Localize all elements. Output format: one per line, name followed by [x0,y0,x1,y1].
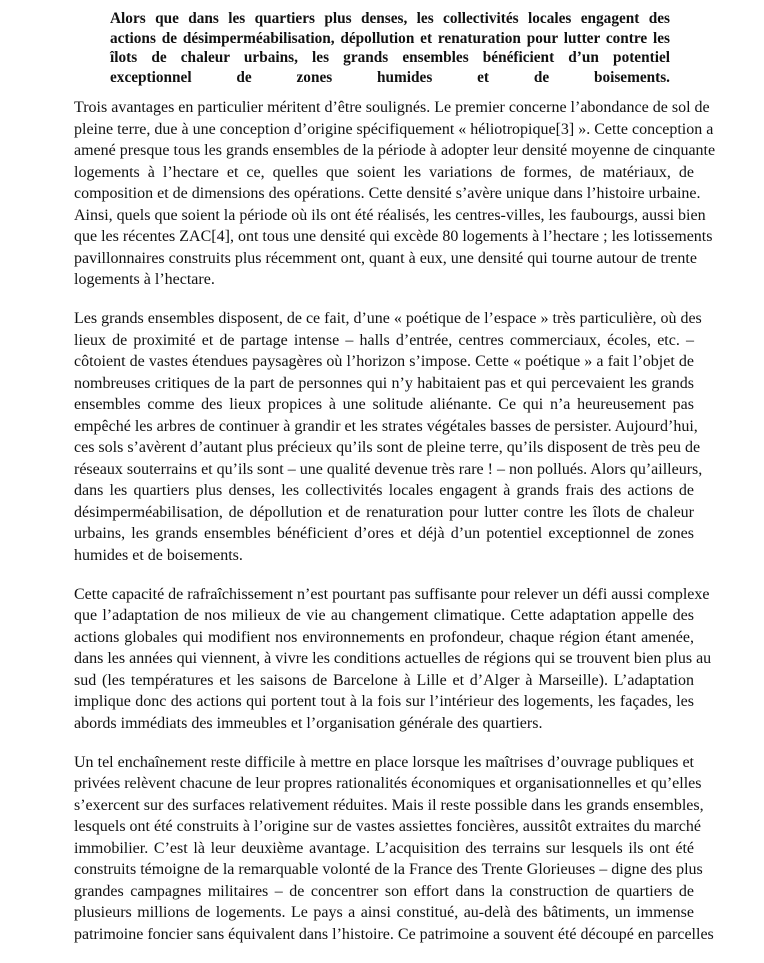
paragraph-line: sud (les températures et les saisons de Barcelone à Lille et d’Alger à Marseille). L’adaptation [74,671,694,689]
pull-quote-line: îlots de chaleur urbains, les grands ensembles bénéficient d’un potentiel [110,49,670,66]
paragraph-line: côtoient de vastes étendues paysagères où l’horizon s’impose. Cette « poétique » a fait l’objet de [74,353,694,370]
paragraph-line: grandes campagnes militaires – de concentrer son effort dans la construction de quartiers de [74,882,694,900]
paragraph-line: urbains, les grands ensembles bénéficient d’ores et déjà d’un potentiel exceptionnel de zones [74,525,694,542]
pull-quote-line: actions de désimperméabilisation, dépollution et renaturation pour lutter contre les [110,29,670,47]
paragraph [74,752,714,946]
paragraph-line: empêché les arbres de continuer à grandir et les strates végétales basses de persister. Aujourd’hui, [74,417,698,435]
article-body [74,97,716,963]
paragraph-line: immobilier. C’est là leur deuxième avantage. L’acquisition des terrains sur lesquels ils ont été [74,839,694,857]
paragraph-line: Les grands ensembles disposent, de ce fait, d’une « poétique de l’espace » très particulière, où des [74,310,702,327]
paragraph-line: s’exercent sur des surfaces relativement réduites. Mais il reste possible dans les grands ensembles, [74,796,704,814]
paragraph-line: construits témoigne de la remarquable volonté de la France des Trente Glorieuses – digne des plus [74,861,703,878]
paragraph-line: actions globales qui modifient nos environnements en profondeur, chaque région étant amenée, [74,628,694,646]
paragraph-line: implique donc des actions qui portent tout à la fois sur l’intérieur des logements, les façades, les [74,693,694,710]
paragraph-line: logements à l’hectare. [74,271,215,288]
paragraph-line: abords immédiats des immeubles et l’organisation générale des quartiers. [74,714,543,732]
paragraph-line: pavillonnaires construits plus récemment ont, quant à eux, une densité qui tourne autour de trente [74,249,697,267]
paragraph-line: Trois avantages en particulier méritent d’être soulignés. Le premier concerne l’abondance de sol de [74,99,710,116]
paragraph-line: lesquels ont été construits à l’origine sur de vastes assiettes foncières, aussitôt extraites du marché [74,818,701,835]
paragraph-line: dans les quartiers plus denses, les collectivités locales engagent à grands frais des actions de [74,482,694,499]
paragraph-line: ensembles comme des lieux propices à une solitude aliénante. Ce qui n’a heureusement pas [74,396,694,413]
paragraph-line: ces sols s’avèrent d’autant plus précieux qu’ils sont de pleine terre, qu’ils disposent de très peu de [74,439,701,456]
paragraph-line: dans les années qui viennent, à vivre les conditions actuelles de régions qui se trouvent bien plus au [74,650,712,667]
paragraph-line: logements à l’hectare et ce, quelles que soient les variations de formes, de matériaux, de [74,163,694,181]
paragraph [74,308,703,566]
paragraph-line: composition et de dimensions des opérations. Cette densité s’avère unique dans l’histoire urbaine. [74,185,701,202]
paragraph-line: désimperméabilisation, de dépollution et de renaturation pour lutter contre les îlots de chaleur [74,503,694,521]
paragraph-line: Cette capacité de rafraîchissement n’est pourtant pas suffisante pour relever un défi aussi complexe [74,585,710,603]
paragraph-line: pleine terre, due à une conception d’origine spécifiquement « héliotropique[3] ». Cette conception a [74,120,714,138]
paragraph-line: réseaux souterrains et qu’ils sont – une qualité devenue très rare ! – non pollués. Alors qu’ailleurs, [74,460,703,478]
paragraph-line: humides et de boisements. [74,546,243,564]
paragraph-line: lieux de proximité et de partage intense – halls d’entrée, centres commerciaux, écoles, etc. – [74,331,694,349]
paragraph-line: que l’adaptation de nos milieux de vie au changement climatique. Cette adaptation appelle des [74,607,694,624]
pull-quote-line: exceptionnel de zones humides et de boisements. [110,68,670,86]
paragraph-line: que les récentes ZAC[4], ont tous une densité qui excède 80 logements à l’hectare ; les lotissements [74,228,713,245]
paragraph-line: patrimoine foncier sans équivalent dans l’histoire. Ce patrimoine a souvent été découpé en parcelles [74,925,714,943]
paragraph-line: privées relèvent chacune de leur propres rationalités économiques et organisationnelles et qu’elles [74,775,702,792]
paragraph [74,584,712,735]
paragraph-line: Un tel enchaînement reste difficile à mettre en place lorsque les maîtrises d’ouvrage publiques et [74,753,694,771]
paragraph-line: plusieurs millions de logements. Le pays a ainsi constitué, au-delà des bâtiments, un immense [74,904,694,921]
paragraph-line: amené presque tous les grands ensembles de la période à adopter leur densité moyenne de cinquante [74,142,716,159]
pull-quote-line: Alors que dans les quartiers plus denses, les collectivités locales engagent des [110,10,670,27]
pull-quote [110,9,670,87]
paragraph-line: nombreuses critiques de la part de personnes qui n’y habitaient pas et qui percevaient les grands [74,374,694,392]
paragraph-line: Ainsi, quels que soient la période où ils ont été réalisés, les centres-villes, les faubourgs, aussi bien [74,206,706,224]
paragraph [74,97,716,291]
